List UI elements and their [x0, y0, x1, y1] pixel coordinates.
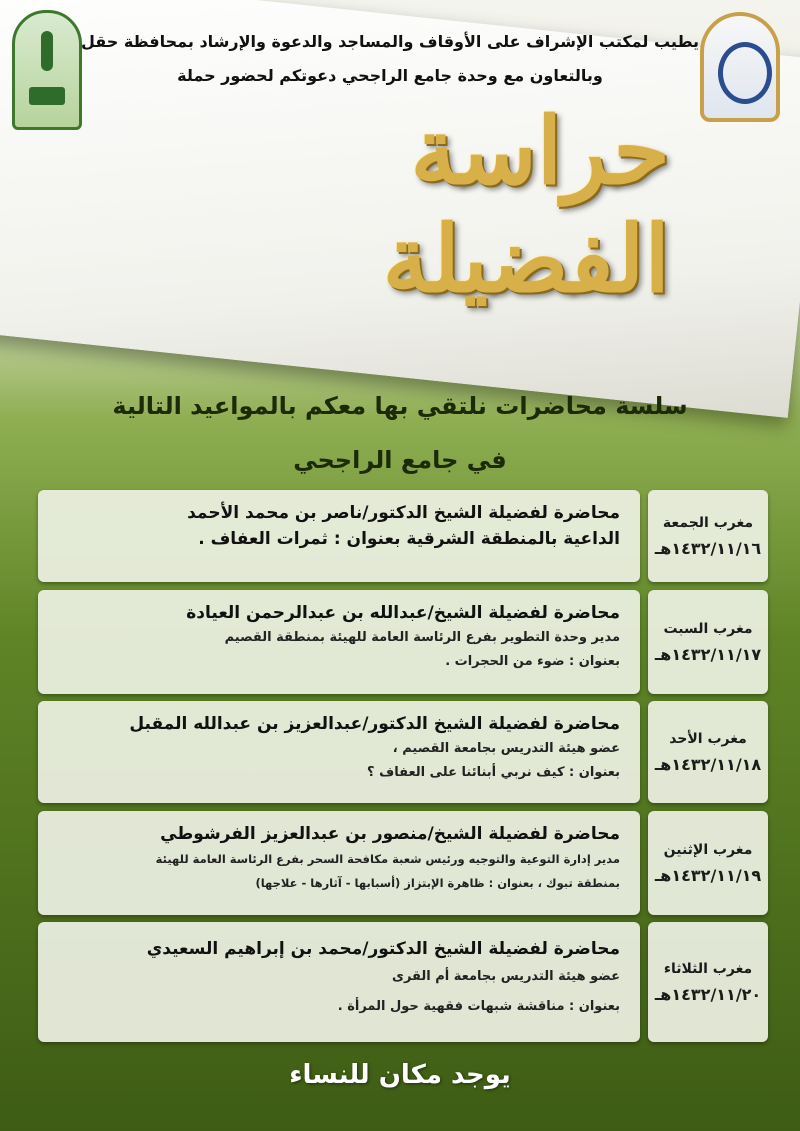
- lecture-detail: بعنوان : مناقشة شبهات فقهية حول المرأة .: [337, 999, 620, 1014]
- schedule-row: [38, 922, 768, 1042]
- day-name: مغرب الإثنين: [663, 841, 753, 858]
- lecture-detail: بعنوان : كيف نربي أبنائنا على العفاف ؟: [367, 765, 620, 780]
- header-line-1: يطيب لمكتب الإشراف على الأوقاف والمساجد والدعوة والإرشاد بمحافظة حقل: [80, 32, 700, 51]
- lecture-title: محاضرة لفضيلة الشيخ/عبدالله بن عبدالرحمن العيادة: [186, 603, 620, 623]
- lecture-detail: مدير إدارة التوعية والتوجيه ورئيس شعبة مكافحة السحر بفرع الرئاسة العامة للهيئة: [155, 852, 620, 866]
- schedule-row: [38, 701, 768, 803]
- campaign-title-text: حراسة الفضيلة: [382, 97, 670, 313]
- lecture-title: محاضرة لفضيلة الشيخ الدكتور/عبدالعزيز بن عبدالله المقبل: [129, 714, 620, 734]
- intro-line-2: في جامع الراجحي: [293, 446, 507, 474]
- intro-line-1: سلسة محاضرات نلتقي بها معكم بالمواعيد التالية: [112, 392, 688, 420]
- lecture-box: [38, 701, 640, 803]
- day-box: [648, 701, 768, 803]
- day-box: [648, 490, 768, 582]
- day-name: مغرب السبت: [663, 620, 753, 637]
- lecture-title: محاضرة لفضيلة الشيخ/منصور بن عبدالعزيز الفرشوطي: [160, 824, 620, 844]
- ministry-emblem-icon: [12, 10, 82, 130]
- schedule-row: [38, 811, 768, 915]
- schedule-row: [38, 590, 768, 694]
- lecture-box: [38, 590, 640, 694]
- day-name: مغرب الأحد: [669, 730, 747, 747]
- day-box: [648, 922, 768, 1042]
- footer-note: يوجد مكان للنساء: [289, 1060, 511, 1090]
- lecture-box: [38, 490, 640, 582]
- day-date: ١٤٣٢/١١/١٦هـ: [654, 538, 762, 558]
- day-date: ١٤٣٢/١١/١٩هـ: [654, 865, 762, 885]
- lecture-detail: مدير وحدة التطوير بفرع الرئاسة العامة للهيئة بمنطقة القصيم: [224, 630, 620, 645]
- campaign-title: [110, 97, 670, 313]
- schedule-row: [38, 490, 768, 582]
- lecture-title: محاضرة لفضيلة الشيخ الدكتور/محمد بن إبراهيم السعيدي: [146, 939, 620, 959]
- day-date: ١٤٣٢/١١/١٨هـ: [654, 754, 762, 774]
- header-line-2: وبالتعاون مع وحدة جامع الراجحي دعوتكم لحضور حملة: [177, 66, 603, 85]
- lecture-title: محاضرة لفضيلة الشيخ الدكتور/ناصر بن محمد الأحمد: [187, 503, 620, 523]
- day-date: ١٤٣٢/١١/٢٠هـ: [654, 984, 762, 1004]
- lecture-detail: بمنطقة تبوك ، بعنوان : ظاهرة الإبتزاز (أسبابها - آثارها - علاجها): [255, 876, 620, 890]
- day-box: [648, 590, 768, 694]
- day-name: مغرب الثلاثاء: [663, 960, 753, 977]
- lecture-box: [38, 922, 640, 1042]
- lecture-detail: عضو هيئة التدريس بجامعة القصيم ،: [392, 741, 620, 756]
- lecture-detail: عضو هيئة التدريس بجامعة أم القرى: [392, 969, 620, 984]
- mosque-logo-icon: [700, 12, 780, 122]
- day-box: [648, 811, 768, 915]
- lecture-detail: الداعية بالمنطقة الشرقية بعنوان : ثمرات العفاف .: [198, 529, 620, 549]
- day-name: مغرب الجمعة: [662, 514, 754, 531]
- lecture-detail: بعنوان : ضوء من الحجرات .: [445, 654, 620, 669]
- day-date: ١٤٣٢/١١/١٧هـ: [654, 644, 762, 664]
- lecture-box: [38, 811, 640, 915]
